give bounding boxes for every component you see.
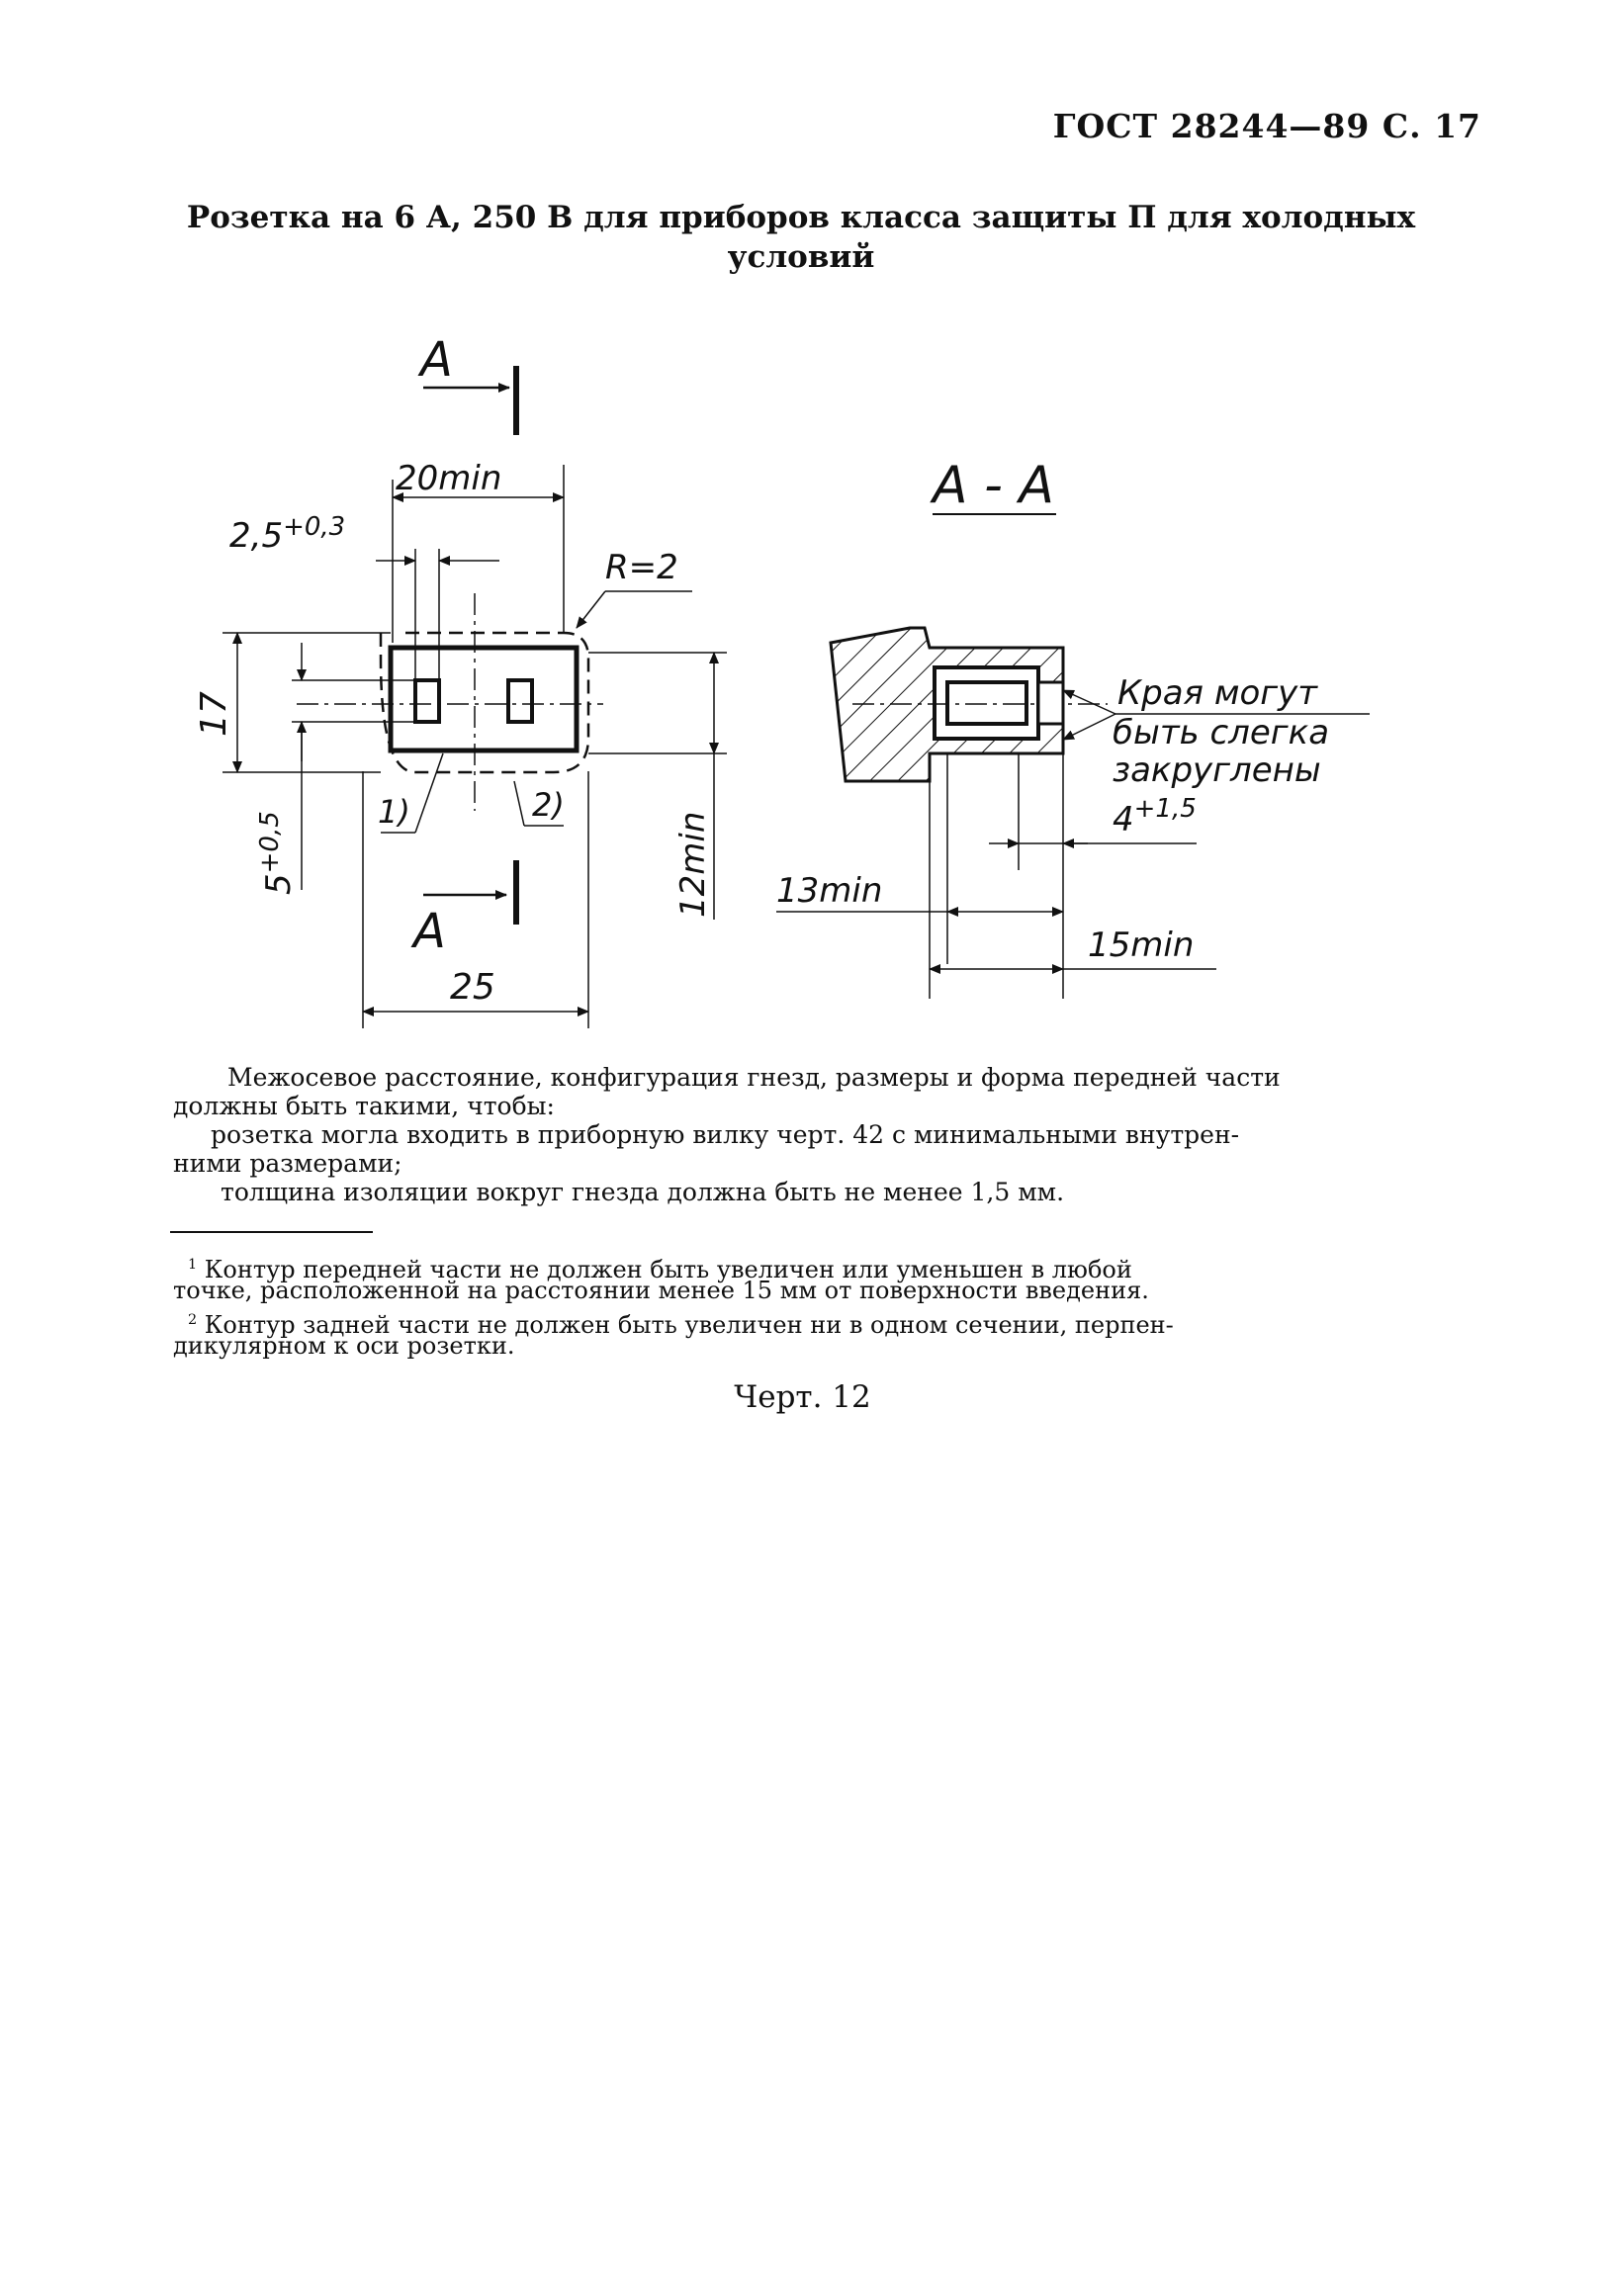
title-line-1: Розетка на 6 А, 250 В для приборов класса защиты П для холодных bbox=[186, 200, 1416, 235]
dim-4: $4^{+1,5}$ bbox=[1113, 794, 1197, 839]
section-marker-bottom: A bbox=[413, 904, 446, 959]
dim-25: 25 bbox=[450, 967, 495, 1008]
footnote-divider bbox=[170, 1231, 373, 1233]
dim-17: 17 bbox=[194, 691, 234, 737]
footnote-1-text: Контур передней части не должен быть увеличен или уменьшен в любой bbox=[204, 1256, 1132, 1283]
paragraph-line-2: должны быть такими, чтобы: bbox=[173, 1092, 555, 1120]
section-title: A - A bbox=[933, 456, 1054, 515]
figure-caption: Черт. 12 bbox=[734, 1379, 871, 1415]
dim-12min: 12min bbox=[673, 811, 713, 918]
note-line-2: быть слегка bbox=[1113, 713, 1330, 752]
footnote-2-line-2: дикулярном к оси розетки. bbox=[173, 1332, 515, 1360]
footnote-2-mark: 2 bbox=[188, 1312, 198, 1328]
section-view bbox=[776, 456, 1370, 999]
running-header: ГОСТ 28244—89 С. 17 bbox=[1052, 107, 1481, 145]
dim-radius: R=2 bbox=[605, 548, 678, 587]
paragraph-line-3: розетка могла входить в приборную вилку черт. 42 с минимальными внутрен- bbox=[211, 1120, 1240, 1149]
dim-15min: 15min bbox=[1088, 926, 1195, 965]
section-marker-top: A bbox=[420, 332, 453, 388]
note-line-1: Края могут bbox=[1117, 673, 1318, 713]
footnote-2-text: Контур задней части не должен быть увеличен ни в одном сечении, перпен- bbox=[204, 1311, 1174, 1339]
paragraph-line-1: Межосевое расстояние, конфигурация гнезд, размеры и форма передней части bbox=[227, 1063, 1281, 1092]
ref-1: 1) bbox=[378, 793, 410, 831]
paragraph-line-4: ними размерами; bbox=[173, 1149, 402, 1178]
ref-2: 2) bbox=[532, 786, 565, 824]
title-line-2: условий bbox=[727, 239, 875, 275]
dim-13min: 13min bbox=[776, 871, 883, 911]
paragraph-line-5: толщина изоляции вокруг гнезда должна быть не менее 1,5 мм. bbox=[221, 1178, 1065, 1206]
dim-2-5: $2,5^{+0,3}$ bbox=[229, 512, 346, 556]
technical-drawing bbox=[0, 0, 1605, 1048]
footnote-1-mark: 1 bbox=[188, 1257, 198, 1273]
footnote-1-line-2: точке, расположенной на расстоянии менее 15 мм от поверхности введения. bbox=[173, 1277, 1149, 1304]
dim-5: $5^{+0,5}$ bbox=[255, 811, 299, 895]
front-view bbox=[194, 332, 727, 1028]
dim-20min: 20min bbox=[396, 459, 502, 498]
note-line-3: закруглены bbox=[1113, 751, 1321, 790]
